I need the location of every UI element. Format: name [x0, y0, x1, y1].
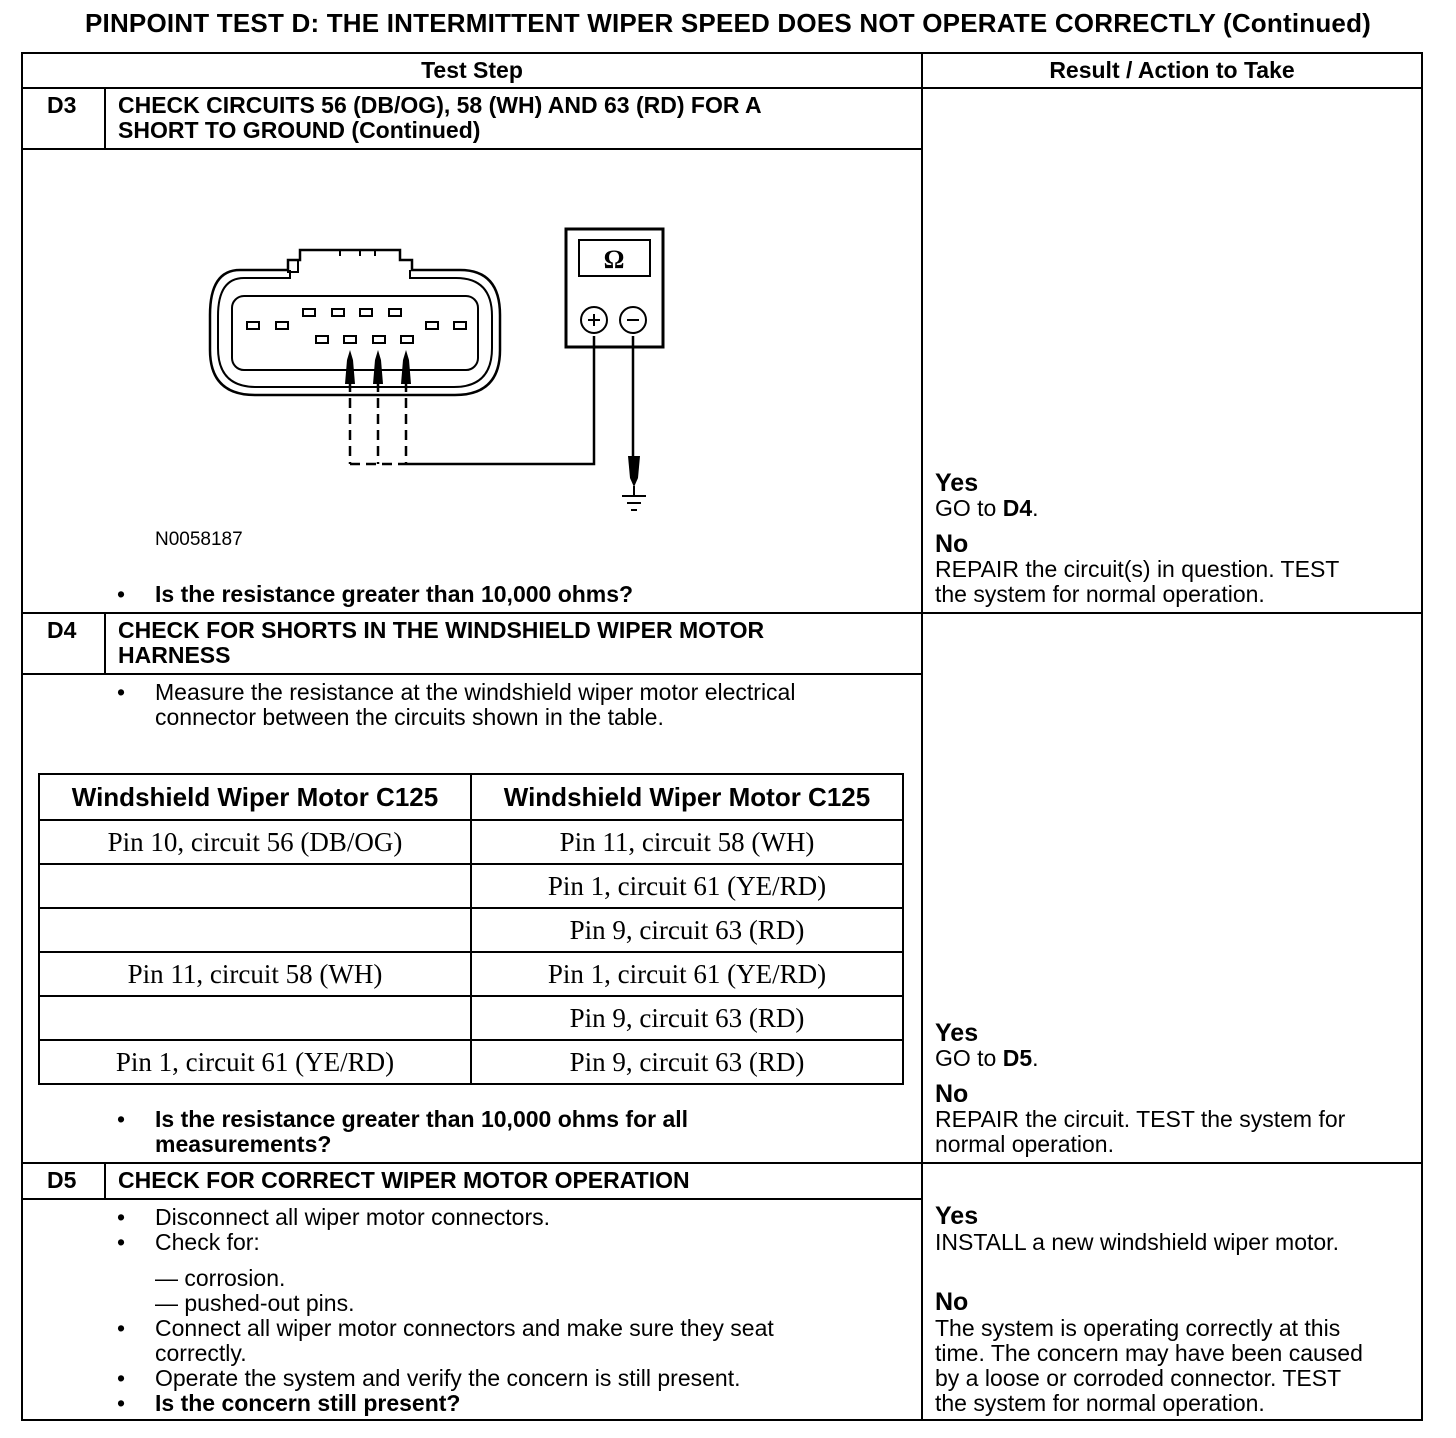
- step-id-d3: D3: [47, 92, 77, 118]
- page-title: PINPOINT TEST D: THE INTERMITTENT WIPER SPEED DOES NOT OPERATE CORRECTLY (Continued): [84, 8, 1372, 38]
- d5-bullet-3-line2: correctly.: [155, 1340, 247, 1366]
- table-cell: Pin 10, circuit 56 (DB/OG): [39, 820, 471, 864]
- table-cell: Pin 9, circuit 63 (RD): [471, 1040, 903, 1084]
- bullet: •: [117, 1390, 126, 1416]
- probe-tip: [373, 350, 383, 384]
- d5-sub-1: — corrosion.: [155, 1265, 286, 1291]
- table-cell: Pin 11, circuit 58 (WH): [471, 820, 903, 864]
- d5-bullet-3-line1: Connect all wiper motor connectors and make sure they seat: [155, 1315, 774, 1341]
- d5-bullet-1: Disconnect all wiper motor connectors.: [155, 1204, 550, 1230]
- d5-bullet-2: Check for:: [155, 1229, 260, 1255]
- circuit-table: [38, 773, 904, 1085]
- table-row: [39, 908, 903, 952]
- d4-yes-target: D5: [1002, 1045, 1033, 1071]
- table-header-row: [39, 774, 903, 820]
- step-title-d4-line2: HARNESS: [118, 642, 231, 668]
- table-row: [39, 1040, 903, 1084]
- d5-bullet-4: Operate the system and verify the concern is still present.: [155, 1365, 741, 1391]
- bullet: •: [117, 1315, 126, 1341]
- d4-no-text-line2: normal operation.: [935, 1131, 1114, 1157]
- d5-no-text-line4: the system for normal operation.: [935, 1390, 1265, 1416]
- table-cell: Pin 1, circuit 61 (YE/RD): [39, 1040, 471, 1084]
- d5-no-text-line2: time. The concern may have been caused: [935, 1340, 1363, 1366]
- d4-instruction-line1: Measure the resistance at the windshield wiper motor electrical: [155, 679, 796, 705]
- d3-no-text-line1: REPAIR the circuit(s) in question. TEST: [935, 556, 1340, 582]
- table-cell: [39, 908, 471, 952]
- ohm-symbol: Ω: [603, 245, 625, 274]
- ground-icon: [622, 496, 646, 510]
- d3-yes-label: Yes: [935, 469, 979, 497]
- d5-question: Is the concern still present?: [155, 1390, 461, 1416]
- figure-id: N0058187: [155, 529, 243, 550]
- bullet: •: [117, 1365, 126, 1391]
- d5-no-label: No: [935, 1288, 969, 1316]
- bullet: •: [117, 679, 126, 705]
- step-id-d4: D4: [47, 617, 77, 643]
- bullet: •: [117, 1106, 126, 1132]
- d4-question-line2: measurements?: [155, 1131, 332, 1157]
- d4-instruction-line2: connector between the circuits shown in the table.: [155, 704, 664, 730]
- step-title-d3-line2: SHORT TO GROUND (Continued): [118, 117, 481, 143]
- step-title-d3-line1: CHECK CIRCUITS 56 (DB/OG), 58 (WH) AND 63 (RD) FOR A: [118, 92, 762, 118]
- d3-yes-target: D4: [1002, 495, 1033, 521]
- bullet: •: [117, 581, 126, 607]
- table-row: [39, 864, 903, 908]
- probe-tip: [345, 350, 355, 384]
- d5-yes-label: Yes: [935, 1202, 979, 1230]
- probe-tip: [628, 456, 640, 487]
- header-result: Result / Action to Take: [1049, 57, 1295, 83]
- bullet: •: [117, 1204, 126, 1230]
- d5-yes-text: INSTALL a new windshield wiper motor.: [935, 1229, 1339, 1255]
- table-row: [39, 996, 903, 1040]
- d4-no-text-line1: REPAIR the circuit. TEST the system for: [935, 1106, 1346, 1132]
- table-cell: [39, 996, 471, 1040]
- d4-no-label: No: [935, 1080, 969, 1108]
- d3-no-label: No: [935, 530, 969, 558]
- bullet: •: [117, 1229, 126, 1255]
- step-id-d5: D5: [47, 1167, 77, 1193]
- table-header: Windshield Wiper Motor C125: [471, 774, 903, 820]
- d3-yes-text: GO to D4.: [935, 495, 1039, 521]
- ohmmeter-diagram: [200, 220, 680, 520]
- d4-yes-text: GO to D5.: [935, 1045, 1039, 1071]
- d3-no-text-line2: the system for normal operation.: [935, 581, 1265, 607]
- table-cell: Pin 11, circuit 58 (WH): [39, 952, 471, 996]
- step-title-d4-line1: CHECK FOR SHORTS IN THE WINDSHIELD WIPER MOTOR: [118, 617, 765, 643]
- table-cell: Pin 1, circuit 61 (YE/RD): [471, 952, 903, 996]
- connector-cavity: [232, 296, 478, 370]
- table-cell: Pin 1, circuit 61 (YE/RD): [471, 864, 903, 908]
- d5-sub-2: — pushed-out pins.: [155, 1290, 355, 1316]
- table-cell: [39, 864, 471, 908]
- probe-tip: [401, 350, 411, 384]
- d5-no-text-line3: by a loose or corroded connector. TEST: [935, 1365, 1342, 1391]
- table-row: [39, 820, 903, 864]
- table-row: [39, 952, 903, 996]
- header-test-step: Test Step: [421, 57, 523, 83]
- table-header: Windshield Wiper Motor C125: [39, 774, 471, 820]
- d4-yes-label: Yes: [935, 1019, 979, 1047]
- d4-question-line1: Is the resistance greater than 10,000 ohms for all: [155, 1106, 689, 1132]
- table-cell: Pin 9, circuit 63 (RD): [471, 996, 903, 1040]
- d5-no-text-line1: The system is operating correctly at this: [935, 1315, 1341, 1341]
- table-cell: Pin 9, circuit 63 (RD): [471, 908, 903, 952]
- step-title-d5: CHECK FOR CORRECT WIPER MOTOR OPERATION: [118, 1167, 690, 1193]
- d3-question: Is the resistance greater than 10,000 ohms?: [155, 581, 634, 607]
